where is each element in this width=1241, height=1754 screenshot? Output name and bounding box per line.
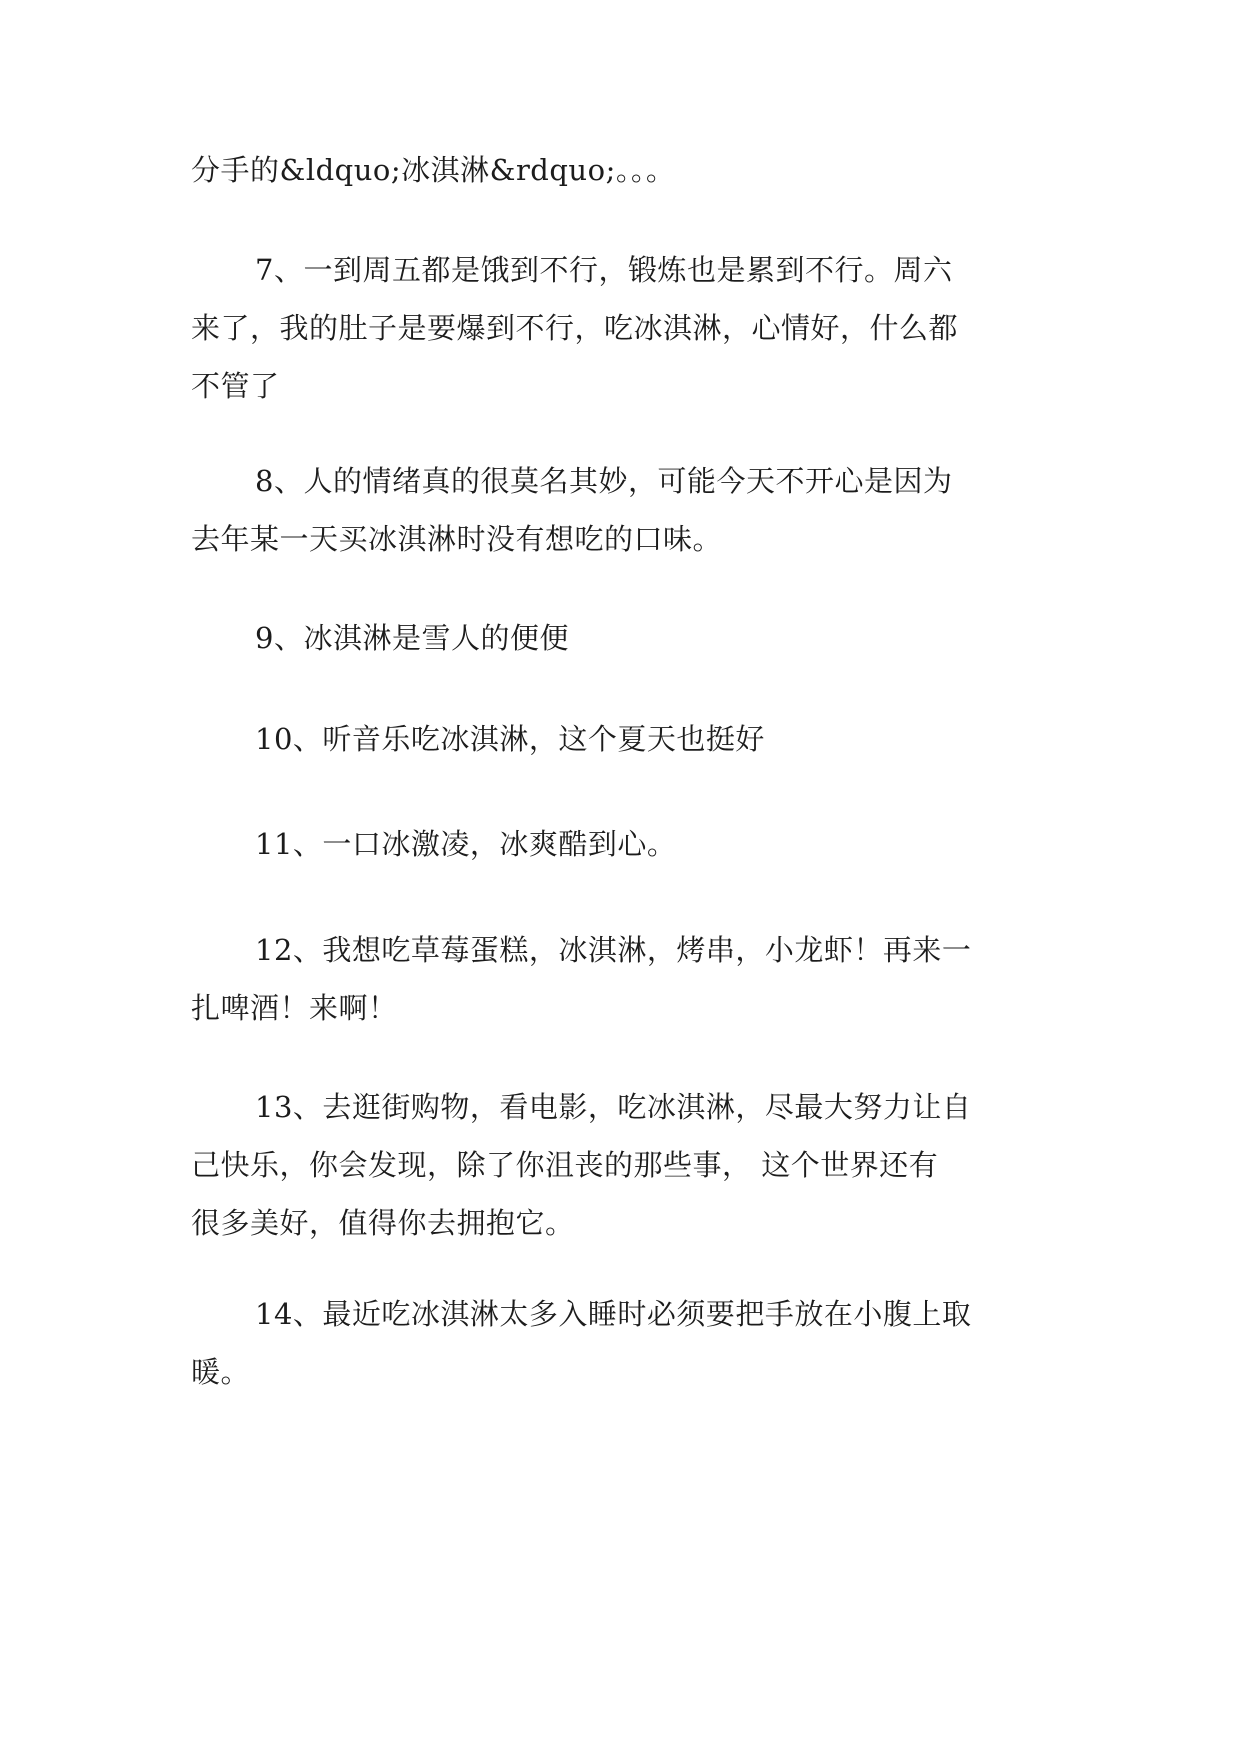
text-line: 暖。: [191, 1355, 251, 1389]
text-line: 11、一口冰激凌，冰爽酷到心。: [255, 827, 677, 861]
text-line: 10、听音乐吃冰淇淋，这个夏天也挺好: [255, 722, 765, 756]
text-line: 己快乐，你会发现，除了你沮丧的那些事， 这个世界还有: [191, 1148, 939, 1182]
paragraph-item-11: [191, 815, 1067, 873]
paragraph-item-10: [191, 710, 1067, 768]
text-line: 扎啤酒！来啊！: [191, 991, 398, 1025]
text-line: 分手的&ldquo;冰淇淋&rdquo;。。。: [191, 153, 676, 187]
paragraph-fragment: [191, 141, 1067, 199]
paragraph-item-12: [191, 921, 1067, 1037]
paragraph-item-8: [191, 452, 1067, 568]
text-line: 7、一到周五都是饿到不行，锻炼也是累到不行。周六: [255, 253, 953, 287]
paragraph-item-7: [191, 241, 1067, 415]
paragraph-item-14: [191, 1285, 1067, 1401]
paragraph-item-9: [191, 609, 1067, 667]
text-line: 不管了: [191, 369, 280, 403]
text-line: 很多美好，值得你去拥抱它。: [191, 1206, 575, 1240]
text-line: 13、去逛街购物，看电影，吃冰淇淋，尽最大努力让自: [255, 1090, 972, 1124]
paragraph-item-13: [191, 1078, 1067, 1252]
text-line: 去年某一天买冰淇淋时没有想吃的口味。: [191, 522, 723, 556]
text-line: 14、最近吃冰淇淋太多入睡时必须要把手放在小腹上取: [255, 1297, 972, 1331]
text-line: 8、人的情绪真的很莫名其妙，可能今天不开心是因为: [255, 464, 953, 498]
text-line: 9、冰淇淋是雪人的便便: [255, 621, 569, 655]
text-line: 12、我想吃草莓蛋糕，冰淇淋，烤串，小龙虾！再来一: [255, 933, 972, 967]
text-line: 来了，我的肚子是要爆到不行，吃冰淇淋，心情好，什么都: [191, 311, 959, 345]
